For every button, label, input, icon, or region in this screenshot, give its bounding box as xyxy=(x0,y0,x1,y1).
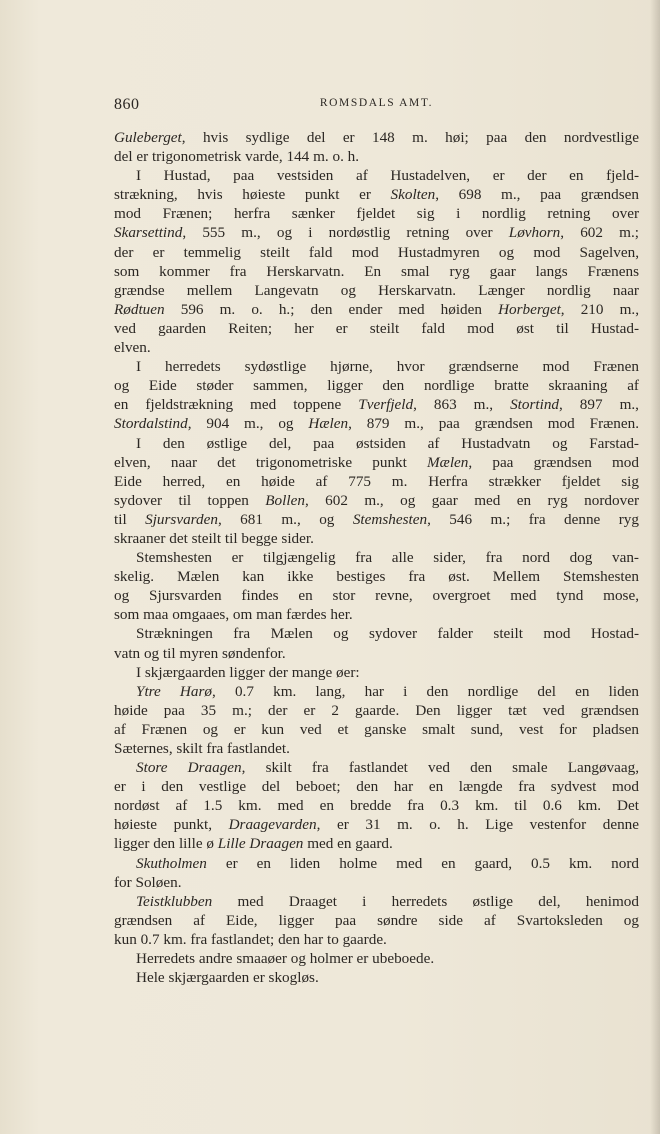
text-line: af Frænen og er kun ved et ganske smalt sund, vest for pladsen xyxy=(114,720,639,738)
text-line: Stordalstind, 904 m., og Hælen, 879 m., paa grændsen mod Frænen. xyxy=(114,415,639,433)
text-line: høide paa 35 m.; der er 2 gaarde. Den ligger tæt ved grændsen xyxy=(114,701,639,719)
text-line: nordøst af 1.5 km. med en bredde fra 0.3 km. til 0.6 km. Det xyxy=(114,797,639,815)
text-line: elven, naar det trigonometriske punkt Mælen, paa grændsen mod xyxy=(114,453,639,471)
text-line: Rødtuen 596 m. o. h.; den ender med høiden Horberget, 210 m., xyxy=(114,300,639,318)
text-line: grændsen af Eide, ligger paa søndre side af Svartoksleden og xyxy=(114,911,639,929)
text-line: Strækningen fra Mælen og sydover falder steilt mod Hostad- xyxy=(136,625,639,643)
text-line: vatn og til myren søndenfor. xyxy=(114,644,286,662)
text-line: I herredets sydøstlige hjørne, hvor grændserne mod Frænen xyxy=(136,358,639,376)
text-line: som kommer fra Herskarvatn. En smal ryg gaar langs Frænens xyxy=(114,262,639,280)
text-line: I den østlige del, paa østsiden af Hustadvatn og Farstad- xyxy=(136,434,639,452)
text-line: Eide herred, en høide af 775 m. Herfra strækker fjeldet sig xyxy=(114,472,639,490)
text-line: og Eide støder sammen, ligger den nordlige bratte skraaning af xyxy=(114,377,639,395)
text-line: strækning, hvis høieste punkt er Skolten, 698 m., paa grændsen xyxy=(114,186,639,204)
text-line: Sæternes, skilt fra fastlandet. xyxy=(114,740,290,757)
text-line: Herredets andre smaaøer og holmer er ubeboede. xyxy=(136,950,435,968)
text-line: er i den vestlige del beboet; den har en længde fra sydvest mod xyxy=(114,778,639,796)
text-line: del er trigonometrisk varde, 144 m. o. h. xyxy=(114,148,360,166)
text-line: Ytre Harø, 0.7 km. lang, har i den nordlige del en liden xyxy=(136,682,639,700)
text-line: høieste punkt, Draagevarden, er 31 m. o. h. Lige vestenfor denne xyxy=(114,816,639,834)
text-line: grændse mellem Langevatn og Herskarvatn. Længer nordlig naar xyxy=(114,281,639,299)
text-line: elven. xyxy=(114,339,151,357)
text-line: Skarsettind, 555 m., og i nordøstlig retning over Løvhorn, 602 m.; xyxy=(114,224,639,242)
text-line: som maa omgaaes, om man færdes her. xyxy=(114,606,353,624)
text-line: ligger den lille ø Lille Draagen med en gaard. xyxy=(114,835,393,853)
text-line: sydover til toppen Bollen, 602 m., og gaar med en ryg nordover xyxy=(114,491,639,509)
text-line: Hele skjærgaarden er skogløs. xyxy=(136,969,319,987)
text-line: Teistklubben med Draaget i herredets østlige del, henimod xyxy=(136,892,639,910)
text-line: og Sjursvarden findes en stor revne, overgroet med tynd mose, xyxy=(114,587,639,605)
running-head: ROMSDALS AMT. xyxy=(319,97,434,109)
text-line: for Soløen. xyxy=(114,873,182,891)
text-line: til Sjursvarden, 681 m., og Stemshesten, 546 m.; fra denne ryg xyxy=(114,510,639,528)
text-line: ved gaarden Reiten; her er steilt fald mod øst til Hustad- xyxy=(114,319,639,337)
text-line: I Hustad, paa vestsiden af Hustadelven, er der en fjeld- xyxy=(136,167,639,185)
text-line: Skutholmen er en liden holme med en gaard, 0.5 km. nord xyxy=(136,854,639,872)
text-line: skraaner det steilt til begge sider. xyxy=(114,529,314,547)
text-line: mod Frænen; herfra sænker fjeldet sig i nordlig retning over xyxy=(114,205,639,223)
text-line: Stemshesten er tilgjængelig fra alle sider, fra nord dog van- xyxy=(136,549,639,567)
page-edge-shadow xyxy=(650,0,660,1134)
text-line: Guleberget, hvis sydlige del er 148 m. høi; paa den nordvestlige xyxy=(114,129,639,146)
body-text xyxy=(114,128,639,987)
page-number: 860 xyxy=(114,96,140,113)
text-line: skelig. Mælen kan ikke bestiges fra øst. Mellem Stemshesten xyxy=(114,568,639,586)
text-line: kun 0.7 km. fra fastlandet; den har to gaarde. xyxy=(114,930,387,948)
page-header xyxy=(114,96,639,116)
text-line: Store Draagen, skilt fra fastlandet ved den smale Langøvaag, xyxy=(136,759,639,777)
text-line: I skjærgaarden ligger der mange øer: xyxy=(136,663,360,681)
text-line: en fjeldstrækning med toppene Tverfjeld, 863 m., Stortind, 897 m., xyxy=(114,396,639,414)
text-line: der er temmelig steilt fald mod Hustadmyren og mod Sagelven, xyxy=(114,243,639,261)
